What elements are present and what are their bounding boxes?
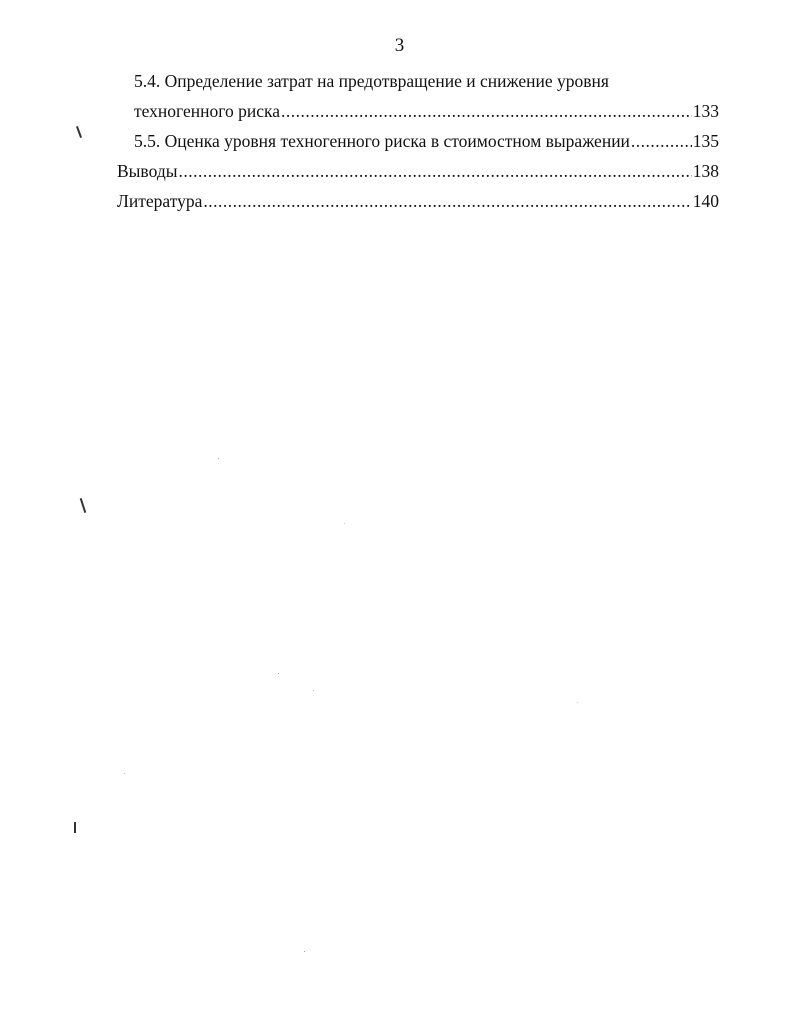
scan-mark [74,822,76,833]
toc-entry-title: техногенного риска [134,101,280,121]
page-number: 3 [394,35,405,56]
toc-entry-conclusions [117,156,719,186]
toc-entry-title: 5.5. Оценка уровня техногенного риска в стоимостном выражении [134,131,630,151]
scan-dot [304,951,305,952]
scan-dot [278,673,279,674]
scan-dot [218,458,219,459]
toc-entry-title: 5.4. Определение затрат на предотвращение и снижение уровня [134,71,609,91]
scan-dot [344,523,345,524]
toc-entry-5-4 [134,96,719,126]
toc-entry-page: 133 [692,101,719,121]
dot-leader [631,126,692,156]
scan-dot [577,702,578,703]
scan-mark [76,126,82,138]
dot-leader [203,186,691,216]
toc-entry-page: 135 [692,131,719,151]
toc-entry-page: 140 [692,191,719,211]
dot-leader [281,96,692,126]
scan-dot [124,773,125,774]
toc-entry-literature [117,186,719,216]
toc-entry-page: 138 [692,161,719,181]
toc-entry-title: Литература [117,191,203,211]
scan-mark [80,498,87,513]
scan-dot [313,690,314,691]
toc-entry-5-4-title-line [134,66,609,96]
dot-leader [178,156,691,186]
toc-entry-5-5 [134,126,719,156]
toc-entry-title: Выводы [117,161,178,181]
